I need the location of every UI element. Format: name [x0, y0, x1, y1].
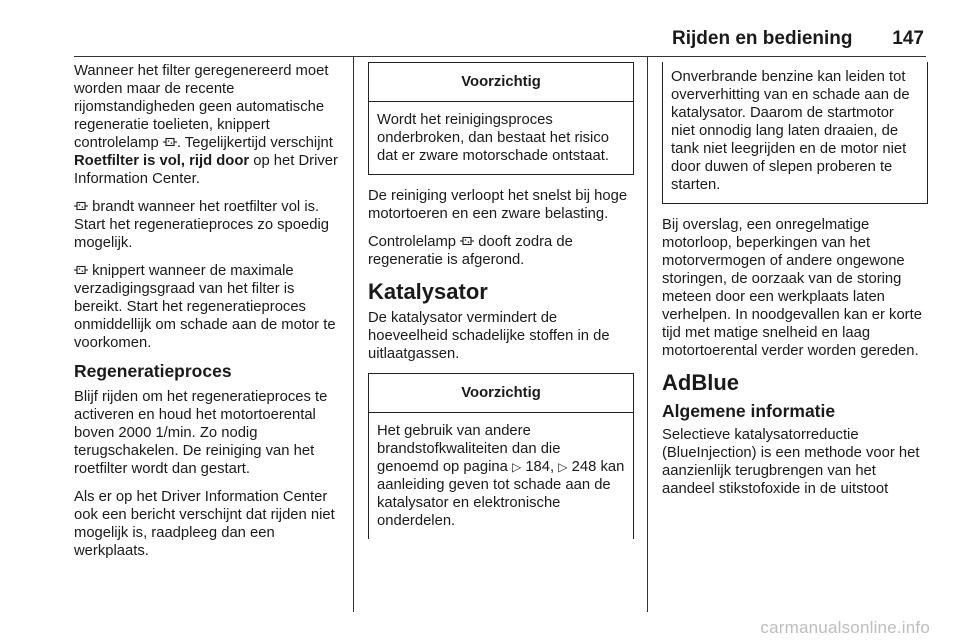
column-3 [662, 62, 928, 508]
subsection-heading: Algemene informatie [662, 401, 836, 421]
paragraph: Selectieve katalysatorreductie (BlueInjection) is een methode voor het aanzienlijk terugbrengen van het aandeel stikstofoxide in de uitstoot [662, 427, 920, 497]
caution-text: Wordt het reinigingsproces onderbroken, dan bestaat het risico dat er zware motorschade ontstaat. [377, 112, 609, 164]
caution-box-continued [662, 62, 928, 204]
paragraph: Als er op het Driver Information Center ook een bericht verschijnt dat rijden niet mogelijk is, raadpleeg dan een werkplaats. [74, 489, 335, 559]
paragraph: De reiniging verloopt het snelst bij hoge motortoeren en een zware belasting. [368, 188, 628, 222]
diesel-particle-filter-icon [163, 136, 177, 148]
page-reference-arrow-icon: ▷ [558, 460, 568, 474]
section-heading: AdBlue [662, 370, 739, 395]
page-reference-link[interactable]: 184 [525, 459, 551, 475]
column-2 [368, 62, 634, 539]
caution-title: Voorzichtig [369, 374, 633, 413]
diesel-particle-filter-icon [74, 264, 88, 276]
paragraph: De katalysator vermindert de hoeveelheid schadelijke stoffen in de uitlaatgassen. [368, 310, 610, 362]
column-1 [74, 62, 342, 570]
display-message: Roetfilter is vol, rijd door [74, 153, 250, 169]
paragraph: Blijf rijden om het regeneratieproces te activeren en houd het motortoerental boven 2000 1/min. Zo nodig terugschakelen. De reiniging van het roetfilter wordt dan gestart. [74, 389, 328, 477]
section-title: Rijden en bediening [672, 28, 853, 49]
page-header [656, 28, 924, 52]
section-heading: Regeneratieproces [74, 361, 232, 381]
caution-box [368, 62, 634, 175]
diesel-particle-filter-icon [74, 200, 88, 212]
paragraph: knippert wanneer de maximale verzadigingsgraad van het filter is bereikt. Start het regeneratieproces onmiddellijk om schade aan de motor te voorkomen. [74, 263, 336, 351]
paragraph: brandt wanneer het roetfilter vol is. Start het regeneratieproces zo spoedig mogelijk. [74, 199, 329, 251]
column-divider-1 [353, 57, 354, 612]
watermark: carmanualsonline.info [760, 618, 930, 637]
page-number: 147 [892, 28, 924, 49]
paragraph: Bij overslag, een onregelmatige motorloop, beperkingen van het motorvermogen of andere ongewone storingen, de oorzaak van de storing meteen door een werkplaats laten verhelpen. In noodgevallen kan er korte tijd met matige snelheid en laag motortoerental verder worden gereden. [662, 217, 922, 359]
page-reference-arrow-icon: ▷ [511, 460, 522, 474]
column-divider-2 [647, 57, 648, 612]
caution-text: Onverbrande benzine kan leiden tot oververhitting van en schade aan de katalysator. Daarom de startmotor niet onnodig lang laten draaien, de tank niet leegrijden en de motor niet door duwen of slepen proberen te starten. [671, 69, 910, 193]
diesel-particle-filter-icon [460, 235, 474, 247]
header-divider [74, 56, 926, 57]
caution-box [368, 373, 634, 539]
caution-title: Voorzichtig [369, 63, 633, 102]
page-reference-link[interactable]: 248 [571, 459, 597, 475]
section-heading: Katalysator [368, 279, 488, 304]
caution-text: Het gebruik van andere brandstofkwaliteiten dan die genoemd op pagina ▷ 184, ▷ 248 kan aanleiding geven tot schade aan de katalysator en elektronische onderdelen. [377, 423, 625, 529]
paragraph: Controlelamp dooft zodra de regeneratie is afgerond. [368, 234, 573, 268]
paragraph: Wanneer het filter geregenereerd moet worden maar de recente rijomstandigheden geen automatische regeneratie toelieten, knippert controlelamp . Tegelijkertijd verschijnt Roetfilter is vol, rijd door op het Driver Information Center. [74, 63, 338, 187]
